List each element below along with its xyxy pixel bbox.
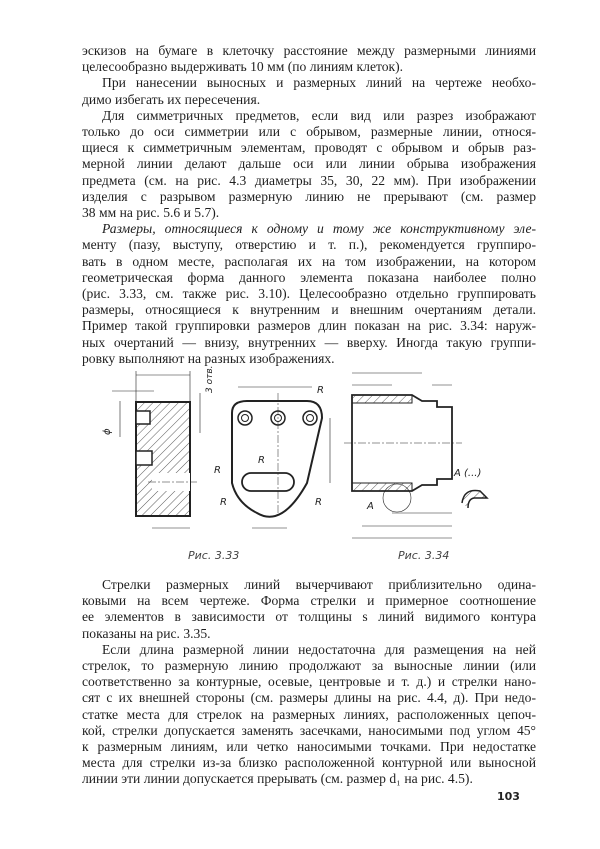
text-line: места для стрелки из-за близко расположенной контурной или выносной: [82, 755, 536, 771]
text-line: сят с их внешней стороны (см. размеры длины на рис. 4.4, д). При недо-: [82, 690, 536, 706]
text-line: эскизов на бумаге в клеточку расстояние между размерными линиями: [82, 43, 536, 58]
text-line: димо избегать их пересечения.: [82, 91, 261, 107]
text-line: мерной линии делают дальше оси или линии обрыва изображения: [82, 156, 536, 172]
text-line: линии эти линии допускается прерывать (см. размер d₁ на рис. 4.5).: [82, 771, 473, 787]
svg-text:ϕ: ϕ: [102, 428, 113, 435]
paragraph-2: [82, 75, 536, 107]
text-line: Стрелки размерных линий вычерчивают приблизительно одина-: [102, 577, 536, 592]
text-line: 38 мм на рис. 5.6 и 5.7).: [82, 205, 220, 221]
fig-3-33-plate: [214, 385, 330, 528]
svg-text:A (...): A (...): [454, 468, 482, 479]
text-line: Если длина размерной линии недостаточна для размещения на ней: [102, 641, 536, 657]
text-line: размеры, относящиеся к внутренним и внешним очертаниям детали.: [82, 302, 536, 318]
fig-3-33-section: [102, 365, 215, 528]
page-number: 103: [497, 790, 520, 803]
text-line: к размерным линиям, или четко наносимыми точками. При недостатке: [82, 739, 536, 755]
text-line: показаны на рис. 3.35.: [82, 625, 211, 641]
paragraph-3: [82, 108, 536, 221]
svg-text:R: R: [214, 465, 221, 476]
text-line: Размеры, относящиеся к одному и тому же конструктивному эле-: [102, 221, 536, 237]
page-body: [82, 43, 536, 367]
text-line: ных очертаний — внизу, внутренних — вверху. Иногда такую группи-: [82, 334, 536, 350]
paragraph-6: [82, 642, 536, 788]
text-line: изделия с разрывом размерную линию не прерывают (см. размер: [82, 188, 536, 204]
text-line: предмета (см. на рис. 4.3 диаметры 35, 30, 22 мм). При изображении: [82, 172, 536, 188]
svg-text:3 отв.: 3 отв.: [205, 365, 215, 393]
paragraph-4: [82, 221, 536, 367]
text-line: ровку выполняют на разных изображениях.: [82, 350, 335, 366]
text-line: целесообразно выдерживать 10 мм (по линиям клеток).: [82, 59, 404, 75]
page-body-lower: [82, 577, 536, 788]
svg-text:R: R: [315, 497, 322, 508]
svg-text:A: A: [367, 501, 374, 512]
text-line: стрелок, то размерную линию продолжают за выносные линии (или: [82, 658, 536, 674]
svg-text:R: R: [258, 455, 265, 466]
text-line: Пример такой группировки размеров длин показан на рис. 3.34: наруж-: [82, 318, 536, 334]
text-line: (рис. 3.33, см. также рис. 3.10). Целесообразно отдельно группировать: [82, 286, 536, 302]
figures-row: [82, 363, 542, 568]
text-line: соответственно за контурные, осевые, центровые и т. д.) и стрелки нано-: [82, 674, 536, 690]
paragraph-5: [82, 577, 536, 642]
text-line: щиеся к симметричным элементам, проводят с обрывом и обрыв раз-: [82, 140, 536, 156]
text-line: статке места для стрелок на размерных линиях, расположенных цепоч-: [82, 706, 536, 722]
text-line: кой, стрелки допускается заменять засечками, наносимыми под углом 45°: [82, 722, 536, 738]
text-line: Для симметричных предметов, если вид или разрез изображают: [102, 107, 536, 123]
svg-text:R: R: [317, 385, 324, 396]
fig-3-34-sleeve: [344, 373, 487, 538]
figure-caption-3-33: Рис. 3.33: [188, 549, 240, 562]
svg-text:R: R: [220, 497, 227, 508]
technical-drawings: [82, 363, 542, 568]
figure-caption-3-34: Рис. 3.34: [398, 549, 450, 562]
paragraph-1: [82, 43, 536, 75]
text-line: ковыми на всем чертеже. Форма стрелки и примерное соотношение: [82, 593, 536, 609]
text-line: геометрическая форма данного элемента показана наиболее полно: [82, 269, 536, 285]
text-line: ее элементов в зависимости от толщины s линий видимого контура: [82, 609, 536, 625]
text-line: При нанесении выносных и размерных линий на чертеже необхо-: [102, 75, 536, 91]
text-line: менту (пазу, выступу, отверстию и т. п.), рекомендуется группиро-: [82, 237, 536, 253]
text-line: только до оси симметрии или с обрывом, размерные линии, относя-: [82, 124, 536, 140]
text-line: вать в одном месте, располагая их на том изображении, на котором: [82, 253, 536, 269]
